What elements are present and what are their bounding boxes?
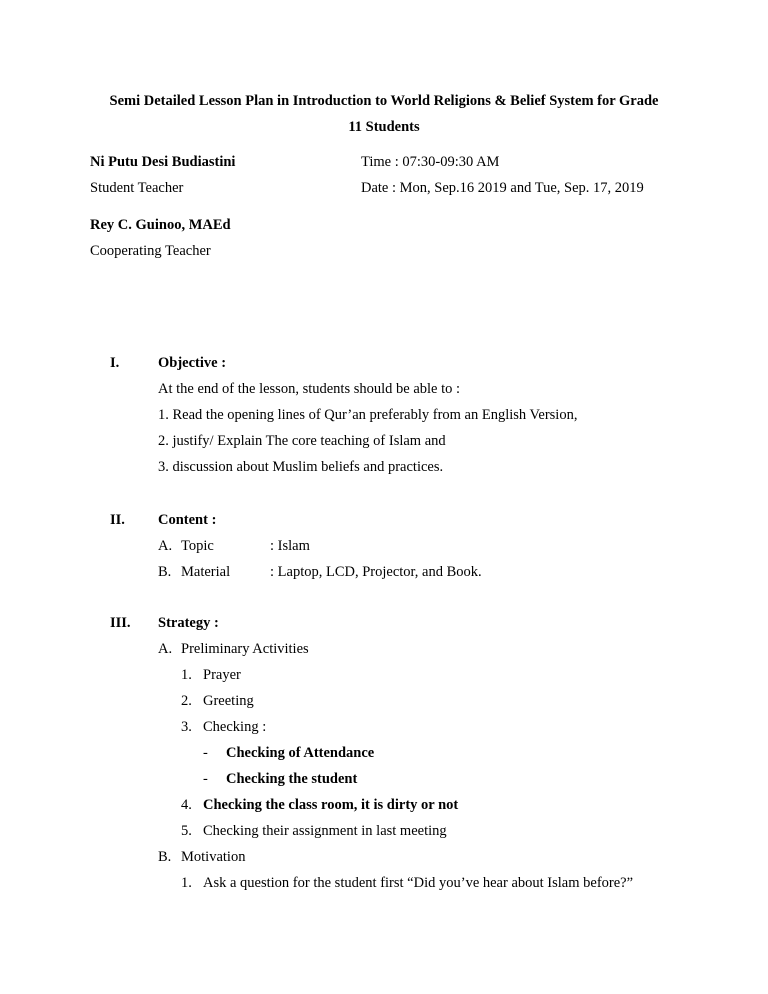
list-item-number: 2. [181,693,192,709]
section-numeral-content: II. [110,512,125,528]
list-item-number: 4. [181,797,192,813]
strategy-a-letter: A. [158,641,173,657]
strategy-heading: Strategy : [158,615,219,631]
strategy-a-label: Preliminary Activities [181,641,309,657]
objective-item: 2. justify/ Explain The core teaching of Islam and [158,433,446,449]
content-heading: Content : [158,512,217,528]
objective-item: 1. Read the opening lines of Qur’an preferably from an English Version, [158,407,578,423]
document-title-line2: 11 Students [348,119,420,135]
list-item-number: 1. [181,667,192,683]
cooperating-teacher-role: Cooperating Teacher [90,243,211,259]
objective-intro: At the end of the lesson, students should be able to : [158,381,461,397]
sub-item: Checking of Attendance [226,745,375,761]
lesson-time: Time : 07:30-09:30 AM [361,154,500,170]
content-row-value: : Laptop, LCD, Projector, and Book. [270,564,482,580]
objective-heading: Objective : [158,355,227,371]
list-item-number: 1. [181,875,192,891]
content-row-letter: B. [158,564,172,580]
sub-item-dash: - [203,745,208,761]
document-title-line1: Semi Detailed Lesson Plan in Introduction to World Religions & Belief System for Grade [109,93,659,109]
list-item-number: 3. [181,719,192,735]
list-item: Checking the class room, it is dirty or not [203,797,459,813]
student-teacher-role: Student Teacher [90,180,184,196]
list-item: Ask a question for the student first “Did you’ve hear about Islam before?” [203,875,634,891]
lesson-date: Date : Mon, Sep.16 2019 and Tue, Sep. 17, 2019 [361,180,644,196]
sub-item-dash: - [203,771,208,787]
sub-item: Checking the student [226,771,358,787]
content-row-label: Material [181,564,231,580]
list-item: Prayer [203,667,241,683]
cooperating-teacher-name: Rey C. Guinoo, MAEd [90,217,231,233]
section-numeral-strategy: III. [110,615,131,631]
objective-item: 3. discussion about Muslim beliefs and practices. [158,459,444,475]
content-row-label: Topic [181,538,214,554]
strategy-b-letter: B. [158,849,172,865]
strategy-b-label: Motivation [181,849,246,865]
list-item: Greeting [203,693,254,709]
section-numeral-objective: I. [110,355,120,371]
student-teacher-name: Ni Putu Desi Budiastini [90,154,236,170]
list-item-number: 5. [181,823,192,839]
list-item: Checking their assignment in last meeting [203,823,447,839]
content-row-value: : Islam [270,538,310,554]
content-row-letter: A. [158,538,173,554]
list-item: Checking : [203,719,267,735]
